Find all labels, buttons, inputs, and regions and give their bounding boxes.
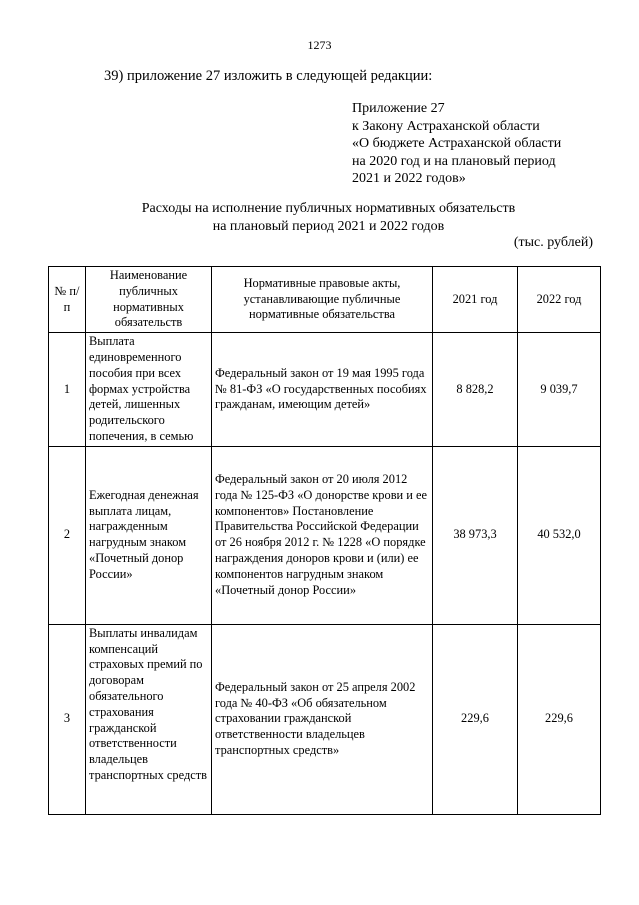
value-2021: 229,6 (433, 624, 518, 814)
appendix-line: 2021 и 2022 годов» (352, 171, 466, 186)
table-row (49, 333, 601, 447)
legal-acts: Федеральный закон от 25 апреля 2002 года № 40-ФЗ «Об обязательном страховании гражданской ответственности владельцев транспортных средств» (212, 624, 433, 814)
row-number: 1 (49, 333, 86, 447)
table-title-line: Расходы на исполнение публичных нормативных обязательств (141, 201, 516, 216)
value-2022: 40 532,0 (518, 446, 601, 624)
legal-acts: Федеральный закон от 20 июля 2012 года № 125-ФЗ «О донорстве крови и ее компонентов» Постановление Правительства Российской Федерации от 26 ноября 2012 г. № 1228 «О порядке награждения доноров крови и (или) ее компонентов нагрудным знаком «Почетный донор России» (212, 446, 433, 624)
header-obligation-name: Наименование публичных нормативных обязательств (86, 267, 212, 333)
header-legal-acts: Нормативные правовые акты, устанавливающие публичные нормативные обязательства (212, 267, 433, 333)
page-number: 1273 (307, 38, 332, 52)
table-title (0, 200, 639, 235)
obligation-name: Выплата единовременного пособия при всех формах устройства детей, лишенных родительского попечения, в семью (86, 333, 212, 447)
header-number: № п/п (49, 267, 86, 333)
value-2022: 229,6 (518, 624, 601, 814)
appendix-line: на 2020 год и на плановый период (352, 153, 556, 169)
table-header-row (49, 267, 601, 333)
table-row (49, 624, 601, 814)
row-number: 3 (49, 624, 86, 814)
expenses-table (48, 266, 601, 815)
obligation-name: Ежегодная денежная выплата лицам, награжденным нагрудным знаком «Почетный донор России» (86, 446, 212, 624)
appendix-line: к Закону Астраханской области (352, 118, 540, 134)
table-title-line: на плановый период 2021 и 2022 годов (212, 218, 445, 234)
header-2021: 2021 год (433, 267, 518, 333)
header-2022: 2022 год (518, 267, 601, 333)
clause-text: 39) приложение 27 изложить в следующей редакции: (104, 68, 433, 84)
value-2021: 8 828,2 (433, 333, 518, 447)
table-row (49, 446, 601, 624)
units-note: (тыс. рублей) (513, 235, 593, 250)
obligation-name: Выплаты инвалидам компенсаций страховых премий по договорам обязательного страхования гражданской ответственности владельцев транспортных средств (86, 624, 212, 814)
value-2021: 38 973,3 (433, 446, 518, 624)
appendix-line: Приложение 27 (352, 101, 445, 116)
value-2022: 9 039,7 (518, 333, 601, 447)
legal-acts: Федеральный закон от 19 мая 1995 года № 81-ФЗ «О государственных пособиях гражданам, имеющим детей» (212, 333, 433, 447)
appendix-reference (352, 100, 561, 188)
row-number: 2 (49, 446, 86, 624)
appendix-line: «О бюджете Астраханской области (352, 136, 562, 151)
